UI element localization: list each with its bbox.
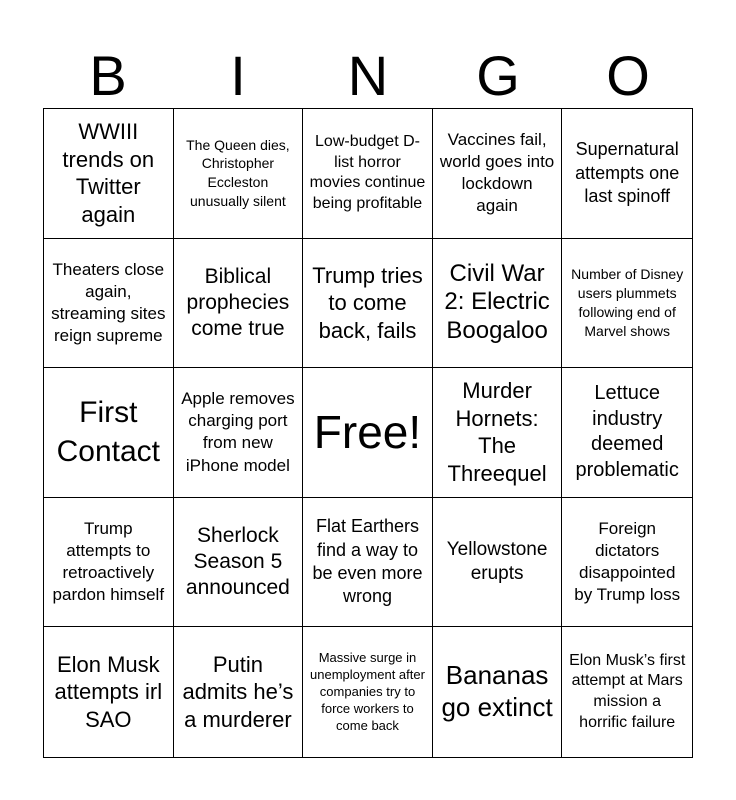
header-letter-o: O: [606, 44, 650, 107]
cell-text: Flat Earthers find a way to be even more wrong: [312, 516, 423, 607]
bingo-cell[interactable]: [433, 109, 563, 239]
cell-text: Elon Musk attempts irl SAO: [54, 651, 163, 732]
cell-text: WWIII trends on Twitter again: [62, 119, 155, 227]
bingo-cell[interactable]: [562, 627, 692, 757]
bingo-cell[interactable]: [303, 627, 433, 757]
header-letter-n: N: [347, 44, 389, 107]
bingo-cell[interactable]: [303, 109, 433, 239]
cell-text: Murder Hornets: The Threequel: [447, 378, 547, 486]
bingo-cell[interactable]: [44, 627, 174, 757]
bingo-cell[interactable]: [303, 239, 433, 369]
bingo-cell[interactable]: [562, 368, 692, 498]
cell-text: Foreign dictators disappointed by Trump loss: [574, 518, 681, 605]
cell-text: The Queen dies, Christopher Eccleston unusually silent: [186, 136, 290, 210]
cell-text: Trump tries to come back, fails: [312, 262, 423, 343]
bingo-header: [43, 40, 693, 108]
bingo-cell[interactable]: [562, 109, 692, 239]
cell-text: Massive surge in unemployment after companies try to force workers to come back: [310, 649, 425, 733]
cell-text: Putin admits he’s a murderer: [182, 651, 294, 732]
bingo-cell[interactable]: [433, 627, 563, 757]
cell-text: Supernatural attempts one last spinoff: [575, 139, 680, 206]
free-space-cell[interactable]: [303, 368, 433, 498]
bingo-cell[interactable]: [44, 368, 174, 498]
bingo-cell[interactable]: [44, 239, 174, 369]
bingo-board: [43, 108, 693, 758]
cell-text: Number of Disney users plummets following end of Marvel shows: [571, 266, 684, 339]
bingo-cell[interactable]: [174, 498, 304, 628]
cell-text: Lettuce industry deemed problematic: [575, 382, 679, 482]
cell-text: Trump attempts to retroactively pardon himself: [52, 518, 165, 605]
cell-text: Elon Musk’s first attempt at Mars mission a horrific failure: [569, 651, 686, 731]
header-letter-b: B: [89, 44, 127, 107]
bingo-cell[interactable]: [562, 239, 692, 369]
bingo-cell[interactable]: [433, 498, 563, 628]
cell-text: Civil War 2: Electric Boogaloo: [444, 259, 550, 345]
bingo-cell[interactable]: [44, 109, 174, 239]
cell-text: Sherlock Season 5 announced: [185, 523, 290, 600]
bingo-cell[interactable]: [562, 498, 692, 628]
cell-text: Apple removes charging port from new iPhone model: [181, 389, 295, 475]
free-space-text: Free!: [313, 406, 422, 459]
bingo-cell[interactable]: [433, 368, 563, 498]
cell-text: First Contact: [56, 395, 160, 469]
cell-text: Vaccines fail, world goes into lockdown again: [439, 130, 555, 216]
cell-text: Bananas go extinct: [441, 660, 553, 723]
bingo-cell[interactable]: [174, 368, 304, 498]
bingo-cell[interactable]: [303, 498, 433, 628]
bingo-cell[interactable]: [433, 239, 563, 369]
header-letter-i: I: [230, 44, 246, 107]
bingo-cell[interactable]: [174, 109, 304, 239]
cell-text: Biblical prophecies come true: [186, 264, 290, 341]
bingo-cell[interactable]: [44, 498, 174, 628]
cell-text: Low-budget D-list horror movies continue being profitable: [309, 132, 426, 213]
bingo-cell[interactable]: [174, 239, 304, 369]
cell-text: Yellowstone erupts: [446, 538, 548, 585]
header-letter-g: G: [476, 44, 520, 107]
bingo-cell[interactable]: [174, 627, 304, 757]
cell-text: Theaters close again, streaming sites reign supreme: [51, 259, 166, 345]
